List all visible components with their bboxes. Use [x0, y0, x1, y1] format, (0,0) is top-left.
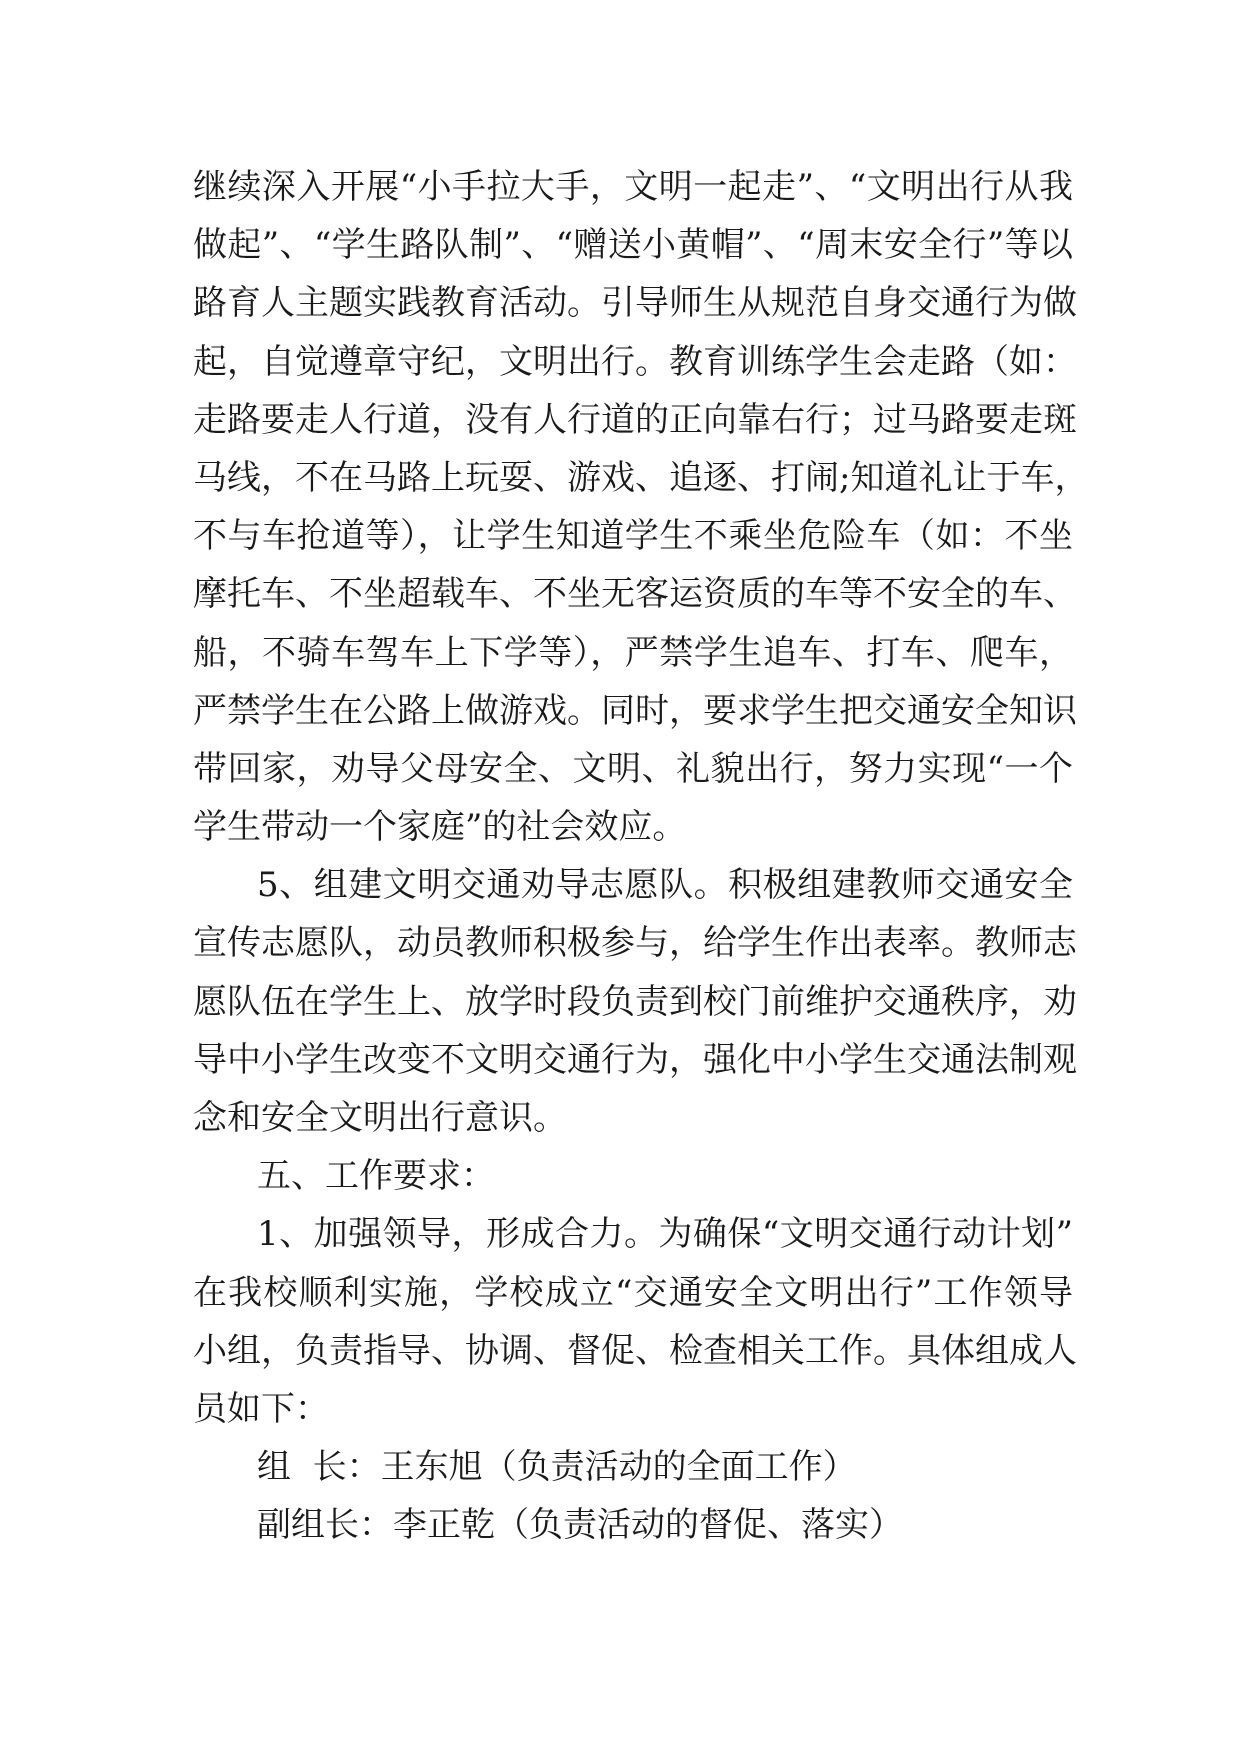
- paragraph-line: 小组，负责指导、协调、督促、检查相关工作。具体组成人: [193, 1330, 1077, 1371]
- paragraph-line: 学生带动一个家庭”的社会效应。: [193, 807, 687, 848]
- paragraph-line: 在我校顺利实施，学校成立“交通安全文明出行”工作领导: [193, 1272, 1073, 1313]
- document-body: [193, 158, 1089, 1555]
- paragraph-line: 宣传志愿队，动员教师积极参与，给学生作出表率。教师志: [193, 923, 1077, 964]
- paragraph-line: 念和安全文明出行意识。: [193, 1098, 567, 1138]
- member-line: 副组长：李正乾（负责活动的督促、落实）: [257, 1505, 903, 1546]
- paragraph-line: 员如下：: [193, 1388, 329, 1429]
- paragraph-line: 起，自觉遵章守纪，文明出行。教育训练学生会走路（如：: [193, 341, 1077, 382]
- paragraph-line: 导中小学生改变不文明交通行为，强化中小学生交通法制观: [193, 1039, 1077, 1080]
- paragraph-line: 马线，不在马路上玩耍、游戏、追逐、打闹;知道礼让于车，: [193, 457, 1089, 498]
- paragraph-line: 愿队伍在学生上、放学时段负责到校门前维护交通秩序，劝: [193, 981, 1077, 1022]
- section-heading: 五、工作要求：: [257, 1156, 495, 1197]
- paragraph-line: 严禁学生在公路上做游戏。同时，要求学生把交通安全知识: [193, 690, 1077, 731]
- paragraph-line: 走路要走人行道，没有人行道的正向靠右行；过马路要走斑: [193, 399, 1077, 440]
- paragraph-line: 船，不骑车驾车上下学等），严禁学生追车、打车、爬车，: [193, 632, 1073, 673]
- paragraph-line: 路育人主题实践教育活动。引导师生从规范自身交通行为做: [193, 283, 1077, 324]
- member-line: 组 长：王东旭（负责活动的全面工作）: [257, 1447, 857, 1488]
- paragraph-line: 做起”、“学生路队制”、“赠送小黄帽”、“周末安全行”等以: [193, 225, 1073, 266]
- paragraph-line: 不与车抢道等），让学生知道学生不乘坐危险车（如：不坐: [193, 516, 1073, 557]
- paragraph-line: 继续深入开展“小手拉大手，文明一起走”、“文明出行从我: [193, 167, 1073, 207]
- paragraph-line: 摩托车、不坐超载车、不坐无客运资质的车等不安全的车、: [193, 574, 1077, 615]
- paragraph-line: 5、组建文明交通劝导志愿队。积极组建教师交通安全: [257, 865, 1073, 906]
- paragraph-line: 带回家，劝导父母安全、文明、礼貌出行，努力实现“一个: [193, 748, 1073, 789]
- paragraph-line: 1、加强领导，形成合力。为确保“文明交通行动计划”: [257, 1214, 1073, 1255]
